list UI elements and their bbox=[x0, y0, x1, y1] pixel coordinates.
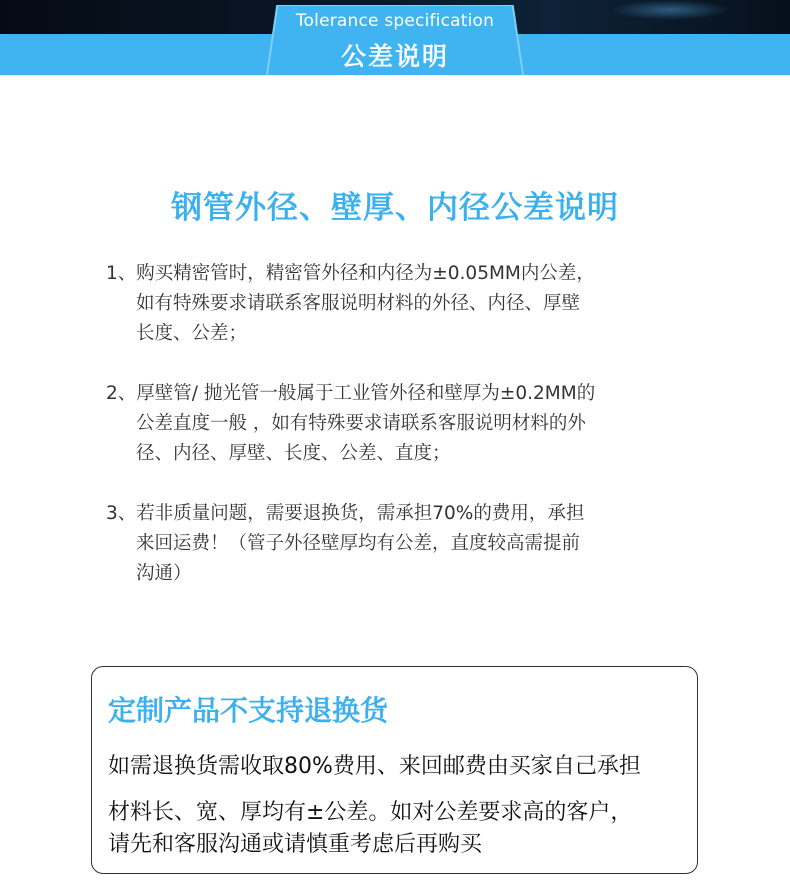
return-policy-box bbox=[91, 666, 698, 874]
note-line: 公差直度一般 ，如有特殊要求请联系客服说明材料的外 bbox=[136, 413, 586, 434]
note-line: 1、购买精密管时，精密管外径和内径为±0.05MM内公差， bbox=[106, 263, 595, 284]
policy-tolerance-text bbox=[108, 797, 632, 861]
policy-title: 定制产品不支持退换货 bbox=[108, 694, 389, 727]
note-1 bbox=[106, 259, 706, 349]
section-title: 钢管外径、壁厚、内径公差说明 bbox=[171, 190, 619, 226]
note-line: 长度、公差； bbox=[136, 323, 248, 344]
policy-tolerance-line: 材料长、宽、厚均有±公差。如对公差要求高的客户， bbox=[108, 800, 633, 825]
note-line: 3、若非质量问题，需要退换货，需承担70%的费用，承担 bbox=[106, 503, 585, 524]
light-glow bbox=[610, 0, 730, 20]
note-2 bbox=[106, 379, 706, 469]
note-line: 径、内径、厚壁、长度、公差、直度； bbox=[136, 443, 451, 464]
policy-tolerance-line: 请先和客服沟通或请慎重考虑后再购买 bbox=[108, 832, 483, 857]
banner-title-en: Tolerance specification bbox=[295, 11, 495, 31]
note-line: 如有特殊要求请联系客服说明材料的外径、内径、厚壁 bbox=[136, 293, 581, 314]
note-line: 来回运费！（管子外径壁厚均有公差，直度较高需提前 bbox=[136, 533, 581, 554]
policy-fee-text: 如需退换货需收取80%费用、来回邮费由买家自己承担 bbox=[108, 754, 641, 779]
banner-title-cn: 公差说明 bbox=[340, 42, 449, 71]
note-line: 沟通） bbox=[136, 563, 192, 584]
tolerance-notes bbox=[106, 259, 706, 619]
note-3 bbox=[106, 499, 706, 589]
note-line: 2、厚壁管/ 抛光管一般属于工业管外径和壁厚为±0.2MM的 bbox=[106, 383, 596, 404]
